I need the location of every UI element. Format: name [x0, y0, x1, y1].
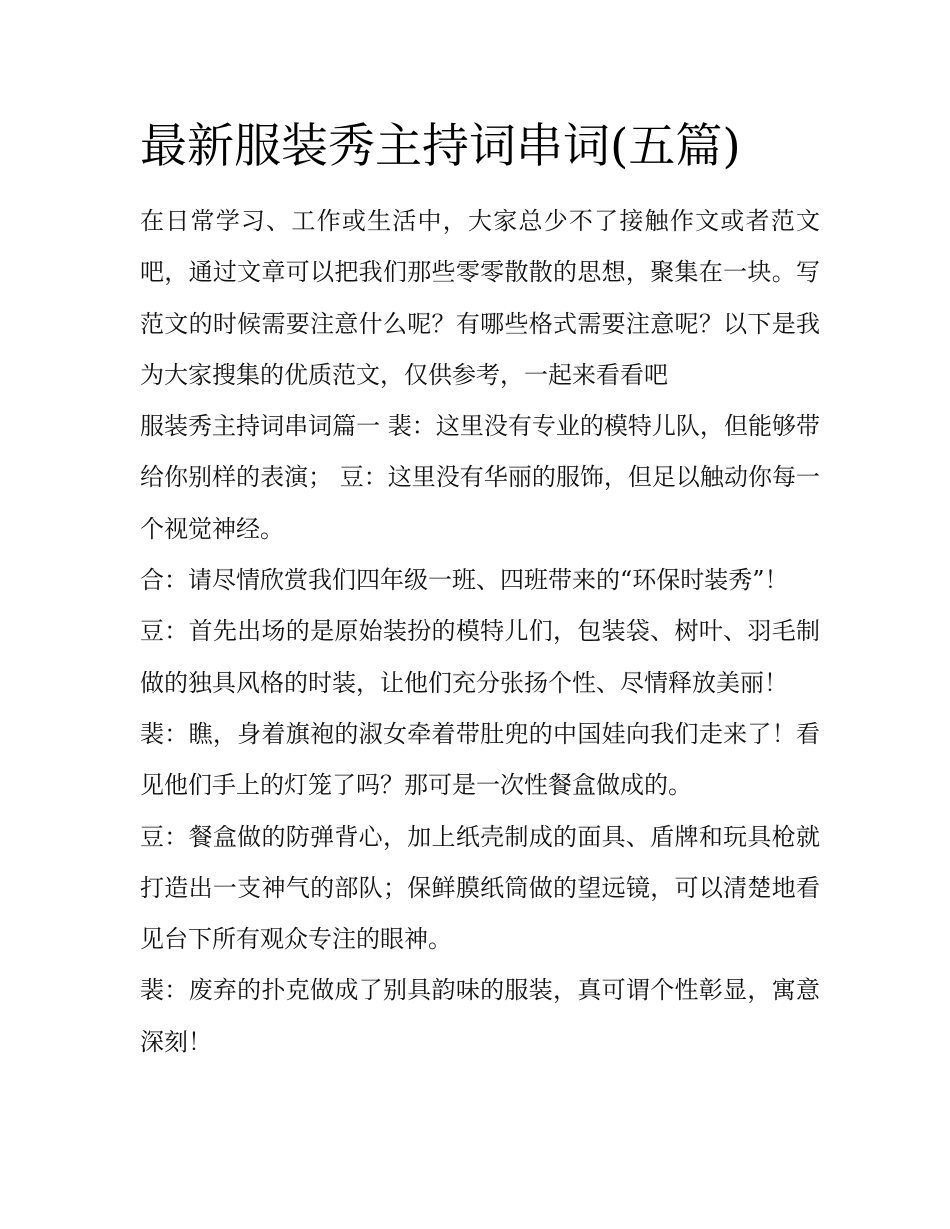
- paragraph-together-line: 合：请尽情欣赏我们四年级一班、四班带来的“环保时装秀”！: [140, 566, 789, 595]
- paragraph-intro: 在日常学习、工作或生活中，大家总少不了接触作文或者范文吧，通过文章可以把我们那些零零散散的思想，聚集在一块。写范文的时候需要注意什么呢？有哪些格式需要注意呢？以下是我为大家搜集的优质范文，仅供参考，一起来看看吧: [140, 207, 820, 389]
- paragraph-qipao-lanterns: 裴：瞧，身着旗袍的淑女牵着带肚兜的中国娃向我们走来了！看见他们手上的灯笼了吗？那可是一次性餐盒做成的。: [140, 719, 820, 800]
- paragraph-poker-costume: 裴：废弃的扑克做成了别具韵味的服装，真可谓个性彰显，寓意深刻！: [140, 976, 820, 1056]
- paragraph-primitive-costumes: 豆：首先出场的是原始装扮的模特儿们，包装袋、树叶、羽毛制做的独具风格的时装，让他们充分张扬个性、尽情释放美丽！: [140, 617, 820, 697]
- document-body: [140, 196, 820, 1068]
- document-title: 最新服装秀主持词串词(五篇): [140, 119, 741, 174]
- document-content: [140, 112, 820, 1068]
- paragraph-lunchbox-armor: 豆：餐盒做的防弹背心，加上纸壳制成的面具、盾牌和玩具枪就打造出一支神气的部队；保鲜膜纸筒做的望远镜，可以清楚地看见台下所有观众专注的眼神。: [140, 822, 820, 954]
- paragraph-opening-lines: 服装秀主持词串词篇一 裴：这里没有专业的模特儿队，但能够带给你别样的表演； 豆：这里没有华丽的服饰，但足以触动你每一个视觉神经。: [140, 412, 820, 543]
